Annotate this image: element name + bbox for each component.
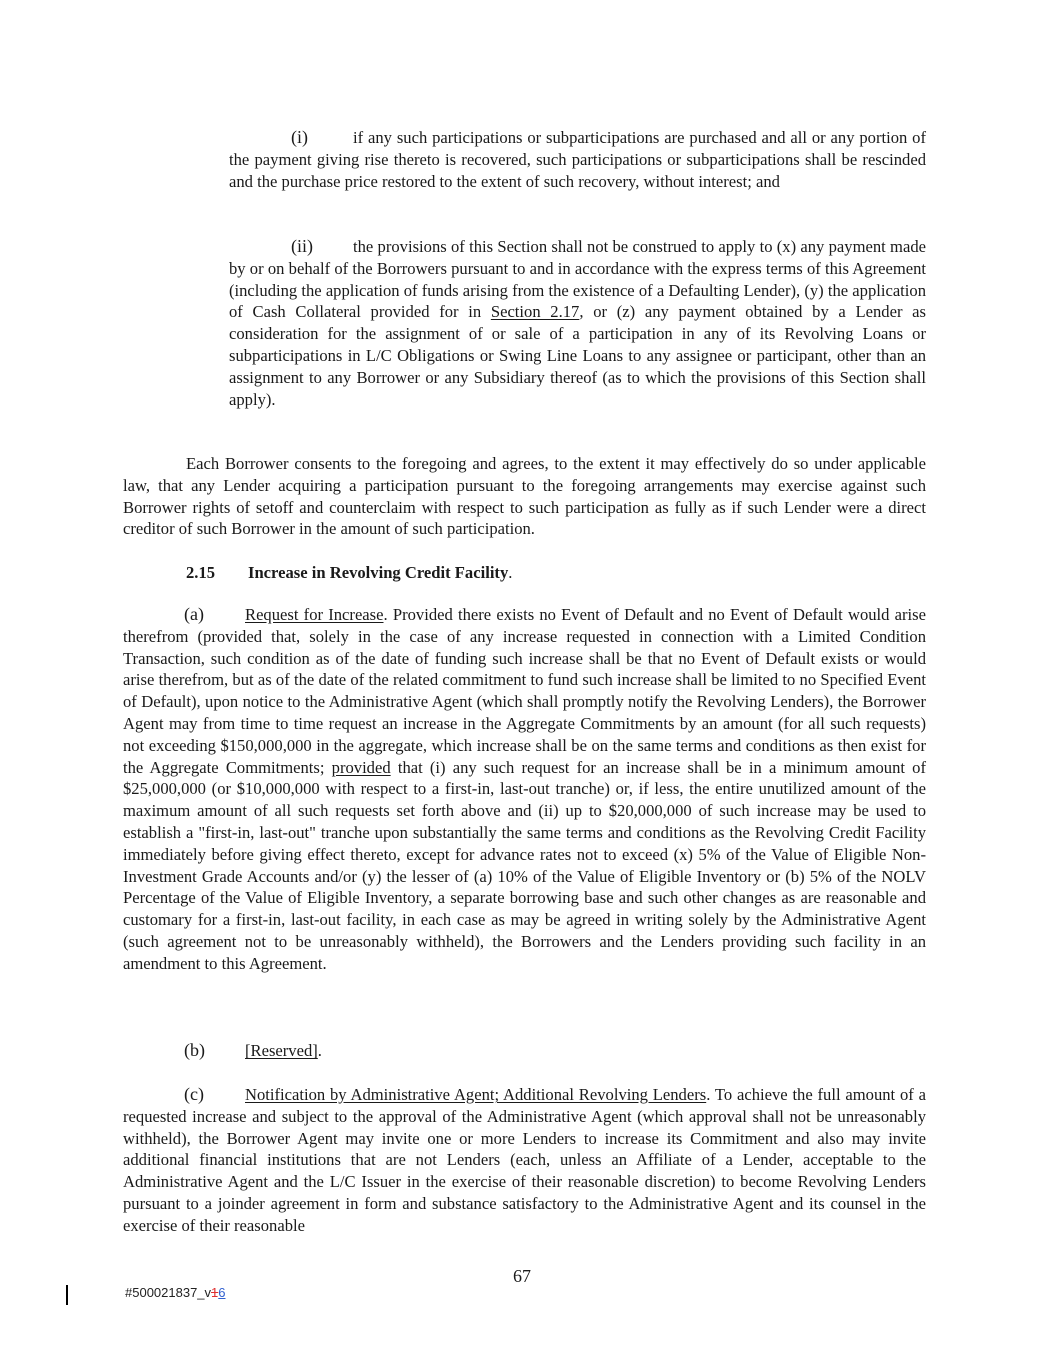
inserted-version: 6 (218, 1285, 226, 1300)
document-id-prefix: #500021837_v (125, 1285, 212, 1300)
section-title: Increase in Revolving Credit Facility (248, 563, 509, 582)
paragraph-c (123, 1084, 926, 1237)
consent-paragraph: Each Borrower consents to the foregoing and agrees, to the extent it may effectively do so under applicable law, that any Lender acquiring a participation pursuant to the foregoing arrangements may exercise against such Borrower rights of setoff and counterclaim with respect to such participation as fully as if such Lender were a direct creditor of such Borrower in the amount of such participation. (123, 454, 926, 539)
subparagraph-i-text: if any such participations or subparticipations are purchased and all or any portion of the payment giving rise thereto is recovered, such participations or subparticipations shall be rescinded and the purchase price restored to the extent of such recovery, without interest; and (229, 128, 926, 191)
section-title-period: . (508, 563, 513, 582)
subparagraph-ii-text-before: the provisions of this Section shall not be construed to apply to (x) any payment made by or on behalf of the Borrowers pursuant to and in accordance with the express terms of this Agreement (including the application of funds arising from the existence of a Defaulting Lender), (y) the application of Cash Collateral provided for in (229, 237, 926, 322)
paragraph-a-number: (a) (184, 604, 204, 624)
paragraph-c-number: (c) (184, 1084, 204, 1104)
change-bar (66, 1285, 68, 1305)
paragraph-b-caption: [Reserved] (245, 1041, 318, 1060)
subparagraph-i-number: (i) (291, 127, 308, 147)
section-2-17-reference: Section 2.17 (490, 302, 580, 322)
document-id (125, 1285, 226, 1300)
subparagraph-ii-number: (ii) (291, 236, 313, 256)
provided-term: provided (331, 757, 391, 777)
page-number: 67 (513, 1266, 531, 1286)
paragraph-c-text: . To achieve the full amount of a requested increase and subject to the approval of the Administrative Agent (which approval shall not be unreasonably withheld), the Borrower Agent may invite one or more Lenders to increase its Commitment and also may invite additional financial institutions that are not Lenders (each, unless an Affiliate of a Lender, acceptable to the Administrative Agent and the L/C Issuer in the exercise of their reasonable discretion) to become Revolving Lenders pursuant to a joinder agreement in form and substance satisfactory to the Administrative Agent and its counsel in the exercise of their reasonable (123, 1085, 926, 1235)
subparagraph-ii-text-after: , or (z) any payment obtained by a Lender as consideration for the assignment of or sale of a participation in any of its Revolving Loans or subparticipations in L/C Obligations or Swing Line Loans to any assignee or participant, other than an assignment to any Borrower or any Subsidiary thereof (as to which the provisions of this Section shall apply). (229, 302, 926, 409)
paragraph-a-text-1: . Provided there exists no Event of Default and no Event of Default would arise therefrom (provided that, solely in the case of any increase requested in connection with a Limited Condition Transaction, such condition as of the date of funding such increase shall be that no Event of Default exists or would arise therefrom, but as of the date of the related commitment to fund such increase shall be limited to no Specified Event of Default), upon notice to the Administrative Agent (which shall promptly notify the Revolving Lenders), the Borrower Agent may from time to time request an increase in the Aggregate Commitments by an amount (for all such requests) not exceeding $150,000,000 in the aggregate, which increase shall be on the same terms and conditions as then exist for the Aggregate Commitments; (123, 605, 926, 777)
paragraph-a (123, 604, 926, 975)
paragraph-b-number: (b) (184, 1040, 205, 1060)
subparagraph-ii (229, 236, 926, 410)
subparagraph-i (229, 127, 926, 192)
paragraph-c-caption: Notification by Administrative Agent; Additional Revolving Lenders (245, 1085, 707, 1104)
paragraph-a-text-2: that (i) any such request for an increase shall be in a minimum amount of $25,000,000 (or $10,000,000 with respect to a first-in, last-out tranche) or, if less, the entire unutilized amount of the maximum amount of all such requests set forth above and (ii) up to $20,000,000 of such increase may be used to establish a "first-in, last-out" tranche upon substantially the same terms and conditions as the Revolving Credit Facility immediately before giving effect thereto, except for advance rates not to exceed (x) 5% of the Value of Eligible Non-Investment Grade Accounts and/or (y) the lesser of (a) 10% of the Value of Eligible Inventory or (b) 5% of the NOLV Percentage of the Value of Eligible Inventory, a separate borrowing base and such other changes as are reasonable and customary for a first-in, last-out facility, in each case as may be agreed in writing solely by the Administrative Agent (such agreement not to be unreasonably withheld), the Borrowers and the Lenders providing such facility in an amendment to this Agreement. (123, 757, 926, 973)
paragraph-a-caption: Request for Increase (245, 605, 384, 624)
section-heading (186, 562, 512, 584)
section-number: 2.15 (186, 563, 216, 582)
deleted-version: 1 (211, 1285, 219, 1300)
paragraph-b (123, 1040, 926, 1062)
paragraph-b-period: . (317, 1041, 322, 1060)
